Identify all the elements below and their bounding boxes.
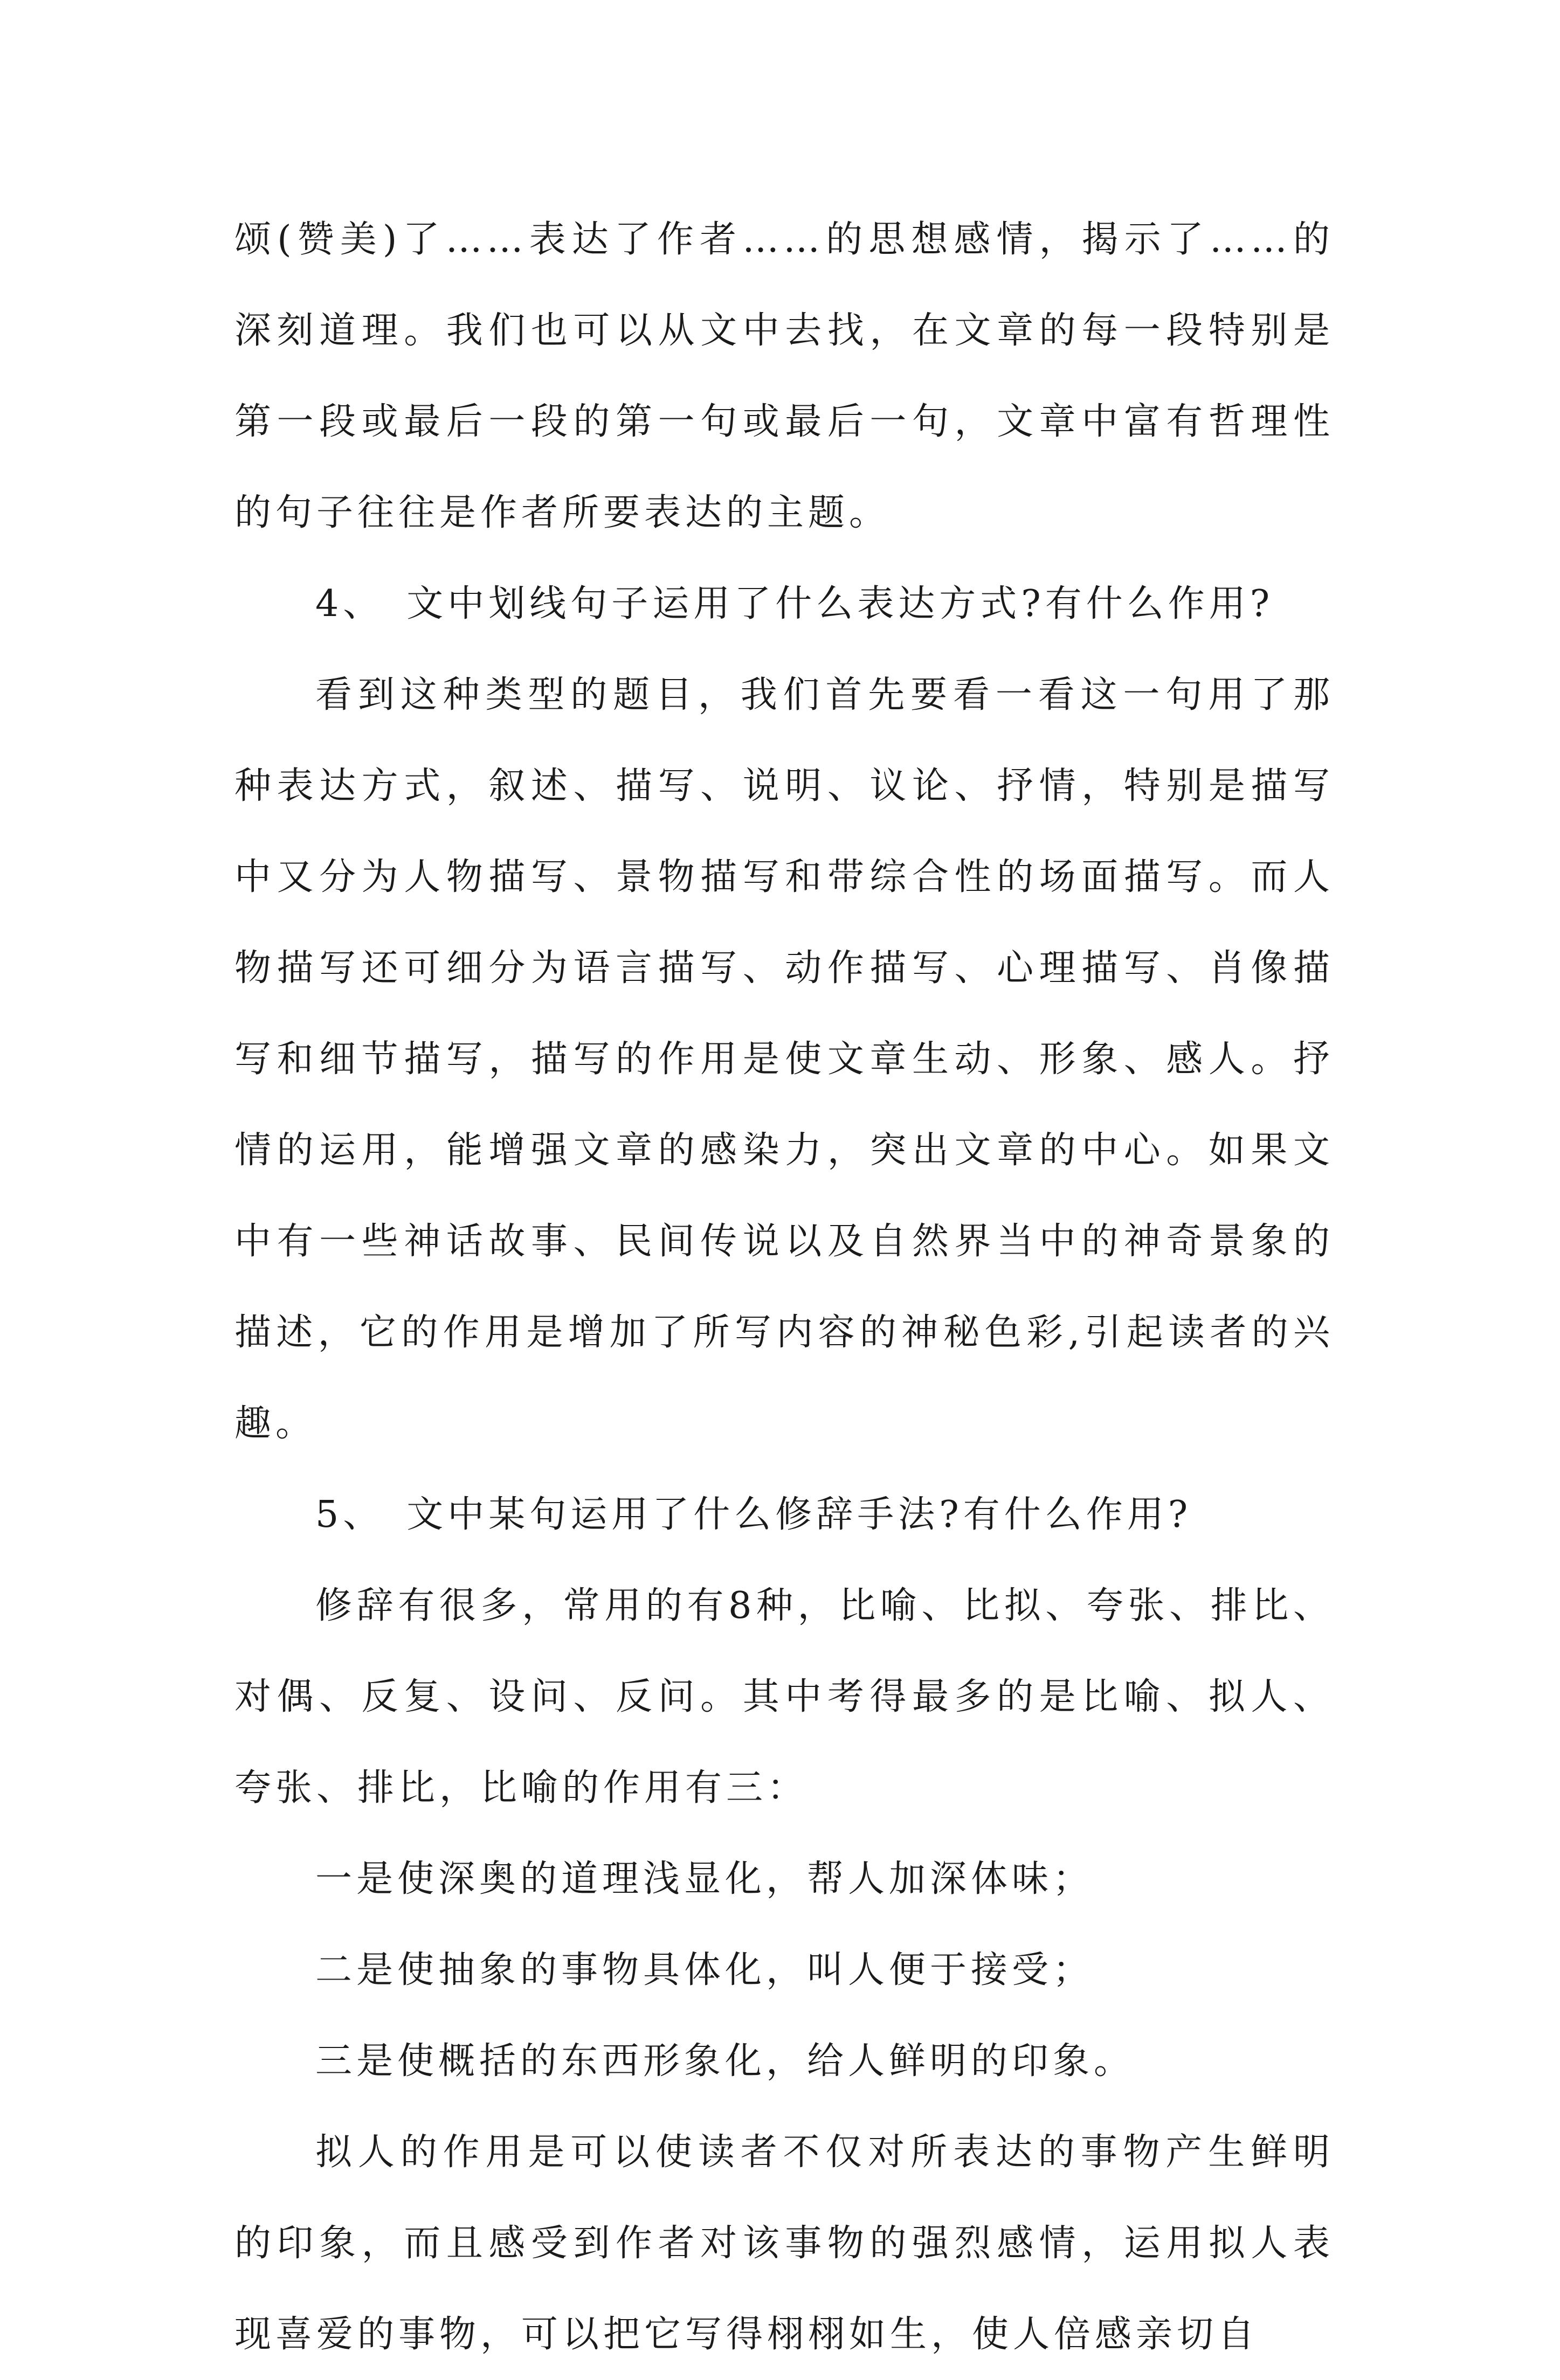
body-text [234,194,1334,2380]
list-item-metaphor-effect-3: 三是使概括的东西形象化，给人鲜明的印象。 [315,2040,1135,2082]
paragraph-personification: 拟人的作用是可以使读者不仅对所表达的事物产生鲜明的印象，而且感受到作者对该事物的强烈感情，运用拟人表现喜爱的事物，可以把它写得栩栩如生，使人倍感亲切自 [234,2131,1334,2356]
paragraph-rhetoric-intro: 修辞有很多，常用的有8种，比喻、比拟、夸张、排比、对偶、反复、设问、反问。其中考得最多的是比喻、拟人、夸张、排比，比喻的作用有三： [234,1585,1334,1809]
paragraph-theme-continuation: 颂(赞美)了……表达了作者……的思想感情，揭示了……的深刻道理。我们也可以从文中去找，在文章的每一段特别是第一段或最后一段的第一句或最后一句，文章中富有哲理性的句子往往是作者所要表达的主题。 [234,218,1334,534]
question-4-heading: 4、 文中划线句子运用了什么表达方式?有什么作用? [315,583,1274,625]
list-item-metaphor-effect-2: 二是使抽象的事物具体化，叫人便于接受； [315,1949,1094,1991]
list-item-metaphor-effect-1: 一是使深奥的道理浅显化，帮人加深体味； [315,1858,1094,1900]
question-5-heading: 5、 文中某句运用了什么修辞手法?有什么作用? [315,1493,1192,1536]
paragraph-expression-methods: 看到这种类型的题目，我们首先要看一看这一句用了那种表达方式，叙述、描写、说明、议论、抒情，特别是描写中又分为人物描写、景物描写和带综合性的场面描写。而人物描写还可细分为语言描写、动作描写、心理描写、肖像描写和细节描写，描写的作用是使文章生动、形象、感人。抒情的运用，能增强文章的感染力，突出文章的中心。如果文中有一些神话故事、民间传说以及自然界当中的神奇景象的描述，它的作用是增加了所写内容的神秘色彩,引起读者的兴趣。 [234,674,1334,1445]
